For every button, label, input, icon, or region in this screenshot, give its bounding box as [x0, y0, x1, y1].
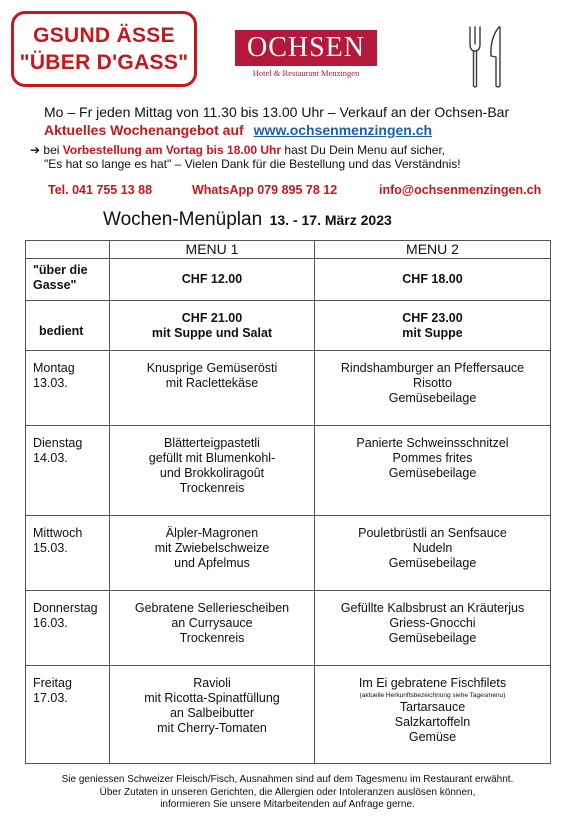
dish-line: Knusprige Gemüserösti: [146, 361, 278, 375]
day-name: Freitag: [33, 676, 72, 690]
dish-line: Älpler-Magronen: [165, 526, 259, 540]
header-empty: [26, 241, 110, 259]
table-row: [26, 426, 551, 516]
thanks-line: "Es hat so lange es hat" – Vielen Dank für die Bestellung und das Verständnis!: [44, 157, 461, 171]
fork-knife-icon: [465, 24, 509, 90]
dish-line: Salzkartoffeln: [394, 715, 471, 729]
menu-1-dish: [110, 591, 315, 666]
dish-line: gefüllt mit Blumenkohl-: [148, 451, 276, 465]
day-cell: [26, 351, 110, 426]
dish-line: Griess-Gnocchi: [389, 616, 476, 630]
page-title: [103, 209, 392, 231]
table-row: [26, 351, 551, 426]
weekly-offer-line: [44, 122, 432, 138]
dish-line: Gemüsebeilage: [388, 466, 477, 480]
menu-2-dish: [315, 351, 551, 426]
table-row: [26, 591, 551, 666]
dish-line: mit Zwiebelschweize: [154, 541, 270, 555]
title-main: Wochen-Menüplan: [103, 209, 263, 230]
origin-note: (aktuelle Herkunftsbezeichnung siehe Tagesmenu): [359, 692, 506, 699]
footer-line: Sie geniessen Schweizer Fleisch/Fisch, Ausnahmen sind auf dem Tagesmenu im Restaurant erwähnt.: [61, 774, 514, 785]
day-cell: [26, 591, 110, 666]
dish-line: Gemüsebeilage: [388, 556, 477, 570]
takeaway-price-menu-1: CHF 12.00: [110, 259, 315, 301]
dish-line: Pommes frites: [392, 451, 473, 465]
footer-notes: [0, 774, 575, 812]
title-dates: 13. - 17. März 2023: [269, 212, 392, 228]
menu-1-dish: [110, 351, 315, 426]
menu-2-dish: [315, 516, 551, 591]
badge-line-2: "ÜBER D'GASS": [19, 51, 189, 74]
phone-number[interactable]: Tel. 041 755 13 88: [48, 183, 153, 197]
header-menu-2: MENU 2: [315, 241, 551, 259]
footer-line: informieren Sie unsere Mitarbeitenden auf Anfrage gerne.: [160, 799, 415, 810]
table-row: [26, 516, 551, 591]
menu-table: [25, 240, 551, 764]
menu-2-dish: [315, 426, 551, 516]
takeaway-price-row: [26, 259, 551, 301]
dish-line: und Brokkoliragoût: [159, 466, 265, 480]
dish-line: Tartarsauce: [399, 700, 466, 714]
email-address[interactable]: info@ochsenmenzingen.ch: [379, 183, 542, 197]
takeaway-label: "über die Gasse": [26, 259, 110, 301]
dish-line: Panierte Schweinsschnitzel: [356, 436, 509, 450]
served-label: bedient: [26, 301, 110, 351]
logo-subtitle: Hotel & Restaurant Menzingen: [252, 68, 360, 78]
preorder-prefix: bei: [43, 143, 60, 157]
table-header-row: [26, 241, 551, 259]
website-link[interactable]: www.ochsenmenzingen.ch: [253, 122, 433, 138]
preorder-line: [30, 143, 445, 157]
day-name: Donnerstag: [33, 601, 98, 615]
menu-1-dish: [110, 666, 315, 764]
dish-line: an Currysauce: [171, 616, 253, 630]
dish-line: Gebratene Selleriescheiben: [134, 601, 290, 615]
served-price-menu-2: [315, 301, 551, 351]
day-cell: [26, 516, 110, 591]
whatsapp-number[interactable]: WhatsApp 079 895 78 12: [192, 183, 338, 197]
badge-line-1: GSUND ÄSSE: [33, 24, 175, 47]
served-price-menu-1-note: mit Suppe und Salat: [151, 325, 273, 340]
menu-2-dish: [315, 591, 551, 666]
dish-line: Pouletbrüstli an Senfsauce: [358, 526, 507, 540]
dish-line: an Salbeibutter: [169, 706, 255, 720]
served-price-row: [26, 301, 551, 351]
day-date: 17.03.: [33, 691, 68, 705]
day-date: 13.03.: [33, 376, 68, 390]
promo-badge: [11, 11, 197, 87]
menu-2-dish: [315, 666, 551, 764]
dish-line: und Apfelmus: [174, 556, 250, 570]
menu-1-dish: [110, 516, 315, 591]
logo-name: OCHSEN: [235, 30, 377, 66]
day-cell: [26, 666, 110, 764]
day-name: Dienstag: [33, 436, 83, 450]
dish-line: mit Ricotta-Spinatfüllung: [144, 691, 280, 705]
dish-line: Rindshamburger an Pfeffersauce: [340, 361, 525, 375]
dish-line: Risotto: [413, 376, 452, 390]
arrow-right-icon: ➔: [30, 143, 41, 157]
served-price-menu-2-note: mit Suppe: [402, 325, 463, 340]
served-price-menu-2-value: CHF 23.00: [402, 310, 463, 325]
footer-line: Über Zutaten in unseren Gerichten, die Allergien oder Intoleranzen auslösen können,: [99, 786, 476, 798]
table-row: [26, 666, 551, 764]
day-date: 15.03.: [33, 541, 68, 555]
header-menu-1: MENU 1: [110, 241, 315, 259]
served-price-menu-1: [110, 301, 315, 351]
dish-line: mit Cherry-Tomaten: [157, 721, 267, 735]
preorder-suffix: hast Du Dein Menu auf sicher,: [284, 143, 446, 157]
dish-line: Gemüse: [408, 730, 457, 744]
dish-line: Gemüsebeilage: [388, 631, 477, 645]
day-date: 14.03.: [33, 451, 68, 465]
dish-line: Gefüllte Kalbsbrust an Kräuterjus: [340, 601, 525, 615]
dish-line: Ravioli: [193, 676, 231, 690]
takeaway-price-menu-2: CHF 18.00: [315, 259, 551, 301]
weekly-offer-label: Aktuelles Wochenangebot auf: [44, 122, 244, 138]
dish-line: Nudeln: [412, 541, 453, 555]
day-cell: [26, 426, 110, 516]
day-name: Montag: [33, 361, 75, 375]
dish-line: Gemüsebeilage: [388, 391, 477, 405]
menu-1-dish: [110, 426, 315, 516]
opening-hours: Mo – Fr jeden Mittag von 11.30 bis 13.00 Uhr – Verkauf an der Ochsen-Bar: [44, 104, 510, 120]
day-date: 16.03.: [33, 616, 68, 630]
dish-line: Trockenreis: [179, 481, 245, 495]
ochsen-logo: [235, 30, 377, 80]
day-name: Mittwoch: [33, 526, 83, 540]
dish-line: Im Ei gebratene Fischfilets: [358, 676, 507, 690]
dish-line: Trockenreis: [179, 631, 245, 645]
dish-line: mit Raclettekäse: [165, 376, 259, 390]
preorder-deadline: Vorbestellung am Vortag bis 18.00 Uhr: [62, 143, 282, 157]
served-price-menu-1-value: CHF 21.00: [181, 310, 243, 325]
dish-line: Blätterteigpastetli: [164, 436, 260, 450]
